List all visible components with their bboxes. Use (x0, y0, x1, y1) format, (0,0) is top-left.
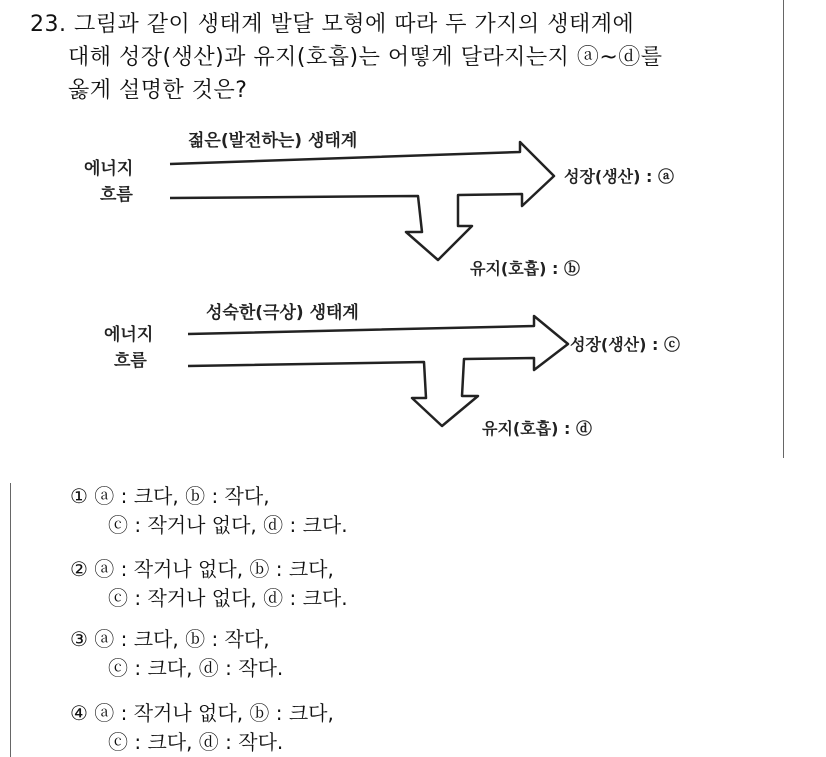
option-1-line-1: ① ⓐ : 크다, ⓑ : 작다, (70, 484, 270, 508)
option-2-line-2: ⓒ : 작거나 없다, ⓓ : 크다. (108, 586, 348, 610)
option-1-line-2: ⓒ : 작거나 없다, ⓓ : 크다. (108, 513, 348, 537)
energy-flow-diagram (70, 122, 770, 457)
mature-energy-flow-arrow (188, 316, 568, 426)
mature-growth-label: 성장(생산) : ⓒ (570, 335, 680, 354)
young-ecosystem-title: 젊은(발전하는) 생태계 (188, 131, 358, 151)
young-growth-label: 성장(생산) : ⓐ (564, 167, 674, 186)
option-4-line-2: ⓒ : 크다, ⓓ : 작다. (108, 730, 284, 754)
young-energy-flow-arrow (170, 142, 554, 260)
young-maintenance-label: 유지(호흡) : ⓑ (470, 259, 580, 278)
young-ecosystem-diagram (84, 130, 674, 278)
mature-energy-label-2: 흐름 (114, 351, 147, 371)
mature-ecosystem-diagram (104, 302, 680, 438)
mature-maintenance-label: 유지(호흡) : ⓓ (482, 419, 592, 438)
option-3-line-2: ⓒ : 크다, ⓓ : 작다. (108, 656, 284, 680)
question-line-1: 23. 그림과 같이 생태계 발달 모형에 따라 두 가지의 생태계에 (30, 12, 635, 37)
mature-ecosystem-title: 성숙한(극상) 생태계 (206, 303, 359, 323)
option-3-line-1: ③ ⓐ : 크다, ⓑ : 작다, (70, 627, 270, 651)
young-energy-label-1: 에너지 (84, 159, 134, 179)
option-4-line-1: ④ ⓐ : 작거나 없다, ⓑ : 크다, (70, 701, 334, 725)
option-2-line-1: ② ⓐ : 작거나 없다, ⓑ : 크다, (70, 557, 334, 581)
young-energy-label-2: 흐름 (100, 185, 133, 205)
left-border-line (10, 483, 11, 757)
mature-energy-label-1: 에너지 (104, 325, 154, 345)
question-line-3: 옳게 설명한 것은? (68, 78, 248, 103)
right-border-line (783, 0, 784, 458)
question-line-2: 대해 성장(생산)과 유지(호흡)는 어떻게 달라지는지 ⓐ~ⓓ를 (68, 45, 663, 70)
